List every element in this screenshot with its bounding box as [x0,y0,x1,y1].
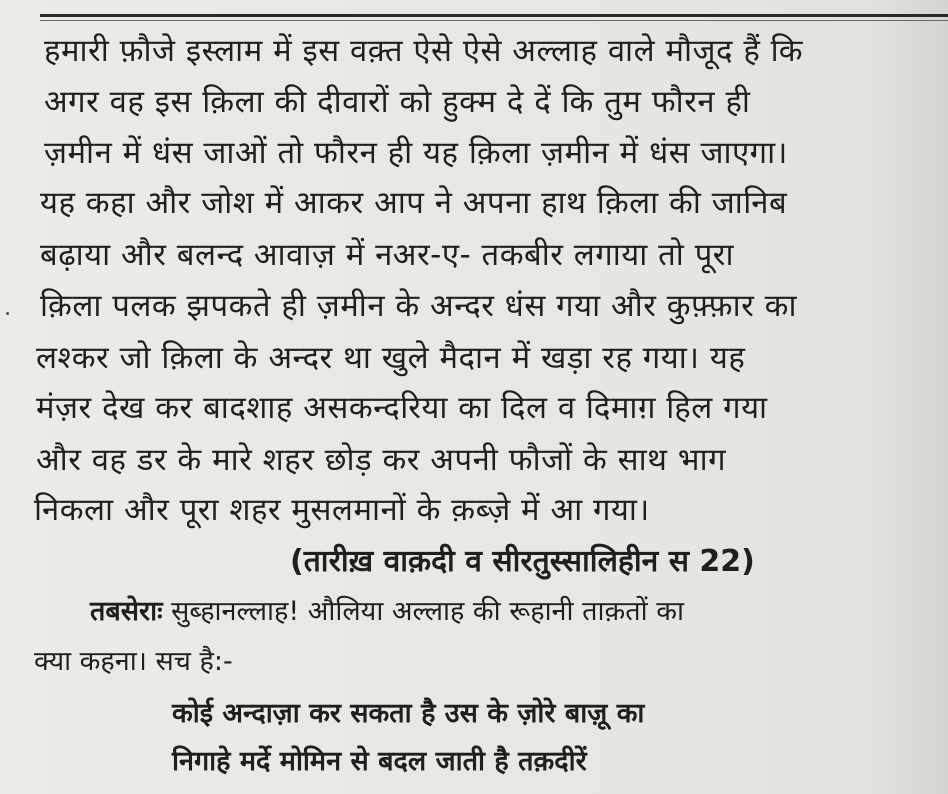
margin-dot [6,312,9,315]
commentary-text: सुब्हानल्लाह! औलिया अल्लाह की रूहानी ताक़तों का [162,596,684,627]
paragraph-line-5: बढ़ाया और बलन्द आवाज़ में नअर-ए- तकबीर लगाया तो पूरा [40,237,735,273]
header-rule [40,14,948,17]
paragraph-line-10: निकला और पूरा शहर मुसलमानों के क़ब्ज़े में आ गया। [34,492,650,528]
header-rule-thin [40,20,948,21]
paragraph-line-6: क़िला पलक झपकते ही ज़मीन के अन्दर धंस गया और कुफ़्फ़ार का [40,288,797,324]
paragraph-line-2: अगर वह इस क़िला की दीवारों को हुक्म दे दें कि तुम फौरन ही [44,84,751,120]
paragraph-line-1: हमारी फ़ौजे इस्लाम में इस वक़्त ऐसे ऐसे अल्लाह वाले मौजूद हैं कि [44,33,803,69]
paragraph-line-8: मंज़र देख कर बादशाह असकन्दरिया का दिल व दिमाग़ हिल गया [36,390,768,426]
paragraph-line-7: लश्कर जो क़िला के अन्दर था खुले मैदान में खड़ा रह गया। यह [36,340,746,376]
couplet-line-2: निगाहे मर्दे मोमिन से बदल जाती है तक़दीरें [172,746,587,777]
paragraph-line-4: यह कहा और जोश में आकर आप ने अपना हाथ क़िला की जानिब [40,185,788,221]
paragraph-line-3: ज़मीन में धंस जाओं तो फौरन ही यह क़िला ज़मीन में धंस जाएगा। [44,135,788,171]
paragraph-line-9: और वह डर के मारे शहर छोड़ कर अपनी फौजों के साथ भाग [36,442,727,478]
commentary-continuation: क्या कहना। सच है:- [34,646,233,677]
commentary-line [90,598,684,625]
source-citation: (तारीख़ वाक़दी व सीरतुस्सालिहीन स 22) [290,544,755,579]
commentary-label: तबसेराः [90,596,163,627]
couplet-line-1: कोई अन्दाज़ा कर सकता है उस के ज़ोरे बाज़ू का [172,698,645,729]
